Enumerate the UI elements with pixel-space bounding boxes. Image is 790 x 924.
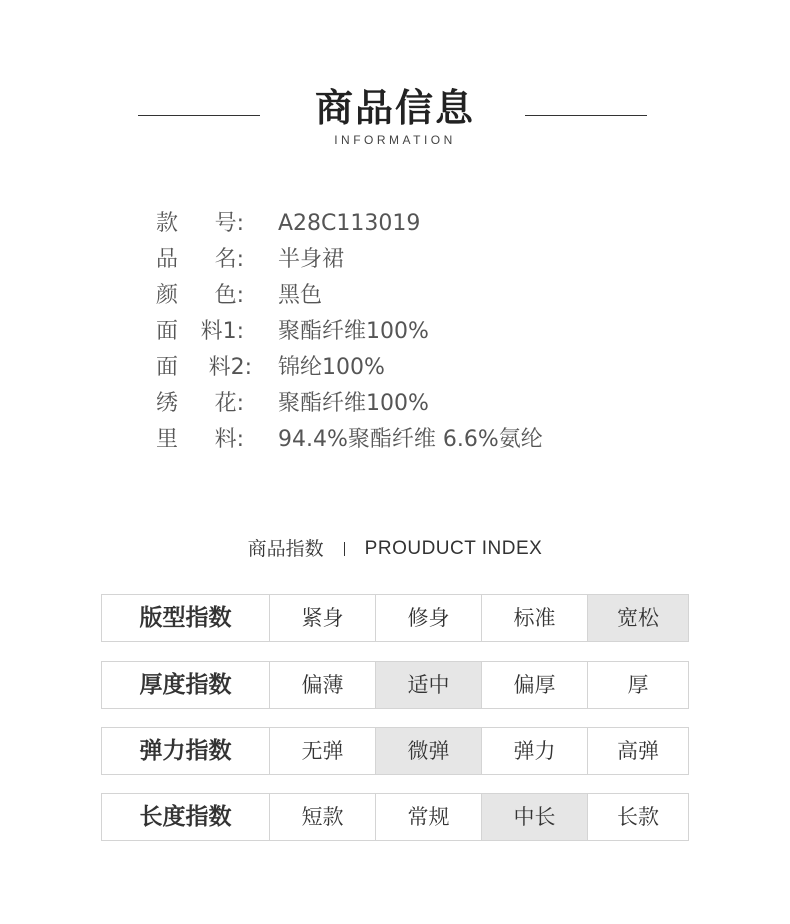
info-row-fabric-2 — [156, 350, 543, 386]
index-option: 宽松 — [588, 595, 688, 641]
index-row-fit — [101, 594, 689, 642]
label-char: 号: — [214, 211, 244, 236]
info-value: 锦纶100% — [278, 355, 385, 380]
info-row-color — [156, 278, 543, 314]
info-row-product-name — [156, 242, 543, 278]
info-row-lining — [156, 422, 543, 458]
label-char: 料1: — [200, 319, 244, 344]
info-value: 黑色 — [278, 283, 323, 308]
product-info-list — [156, 206, 543, 458]
index-option: 无弹 — [270, 728, 376, 774]
label-char: 绣 — [156, 391, 179, 416]
product-index-heading — [0, 535, 790, 562]
label-char: 颜 — [156, 283, 179, 308]
label-char: 面 — [156, 319, 179, 344]
index-option: 适中 — [376, 662, 482, 708]
index-category: 厚度指数 — [102, 662, 270, 708]
info-value: 94.4%聚酯纤维 6.6%氨纶 — [278, 427, 543, 452]
index-option: 偏薄 — [270, 662, 376, 708]
label-char: 面 — [156, 355, 179, 380]
label-char: 里 — [156, 427, 179, 452]
index-option: 短款 — [270, 794, 376, 840]
page-subtitle: INFORMATION — [334, 133, 456, 147]
index-option: 偏厚 — [482, 662, 588, 708]
index-category: 版型指数 — [102, 595, 270, 641]
info-label — [156, 386, 278, 422]
info-value: 半身裙 — [278, 247, 345, 272]
label-char: 料2: — [208, 355, 252, 380]
info-label — [156, 278, 278, 314]
index-option: 常规 — [376, 794, 482, 840]
index-category: 长度指数 — [102, 794, 270, 840]
index-option: 高弹 — [617, 739, 659, 763]
heading-separator — [344, 542, 345, 556]
info-label — [156, 206, 278, 242]
info-row-style-number — [156, 206, 543, 242]
index-option: 微弹 — [376, 728, 482, 774]
index-option: 中长 — [482, 794, 588, 840]
label-char: 名: — [214, 247, 244, 272]
index-option: 长款 — [617, 805, 659, 829]
index-option: 弹力 — [482, 728, 588, 774]
label-char: 款 — [156, 211, 179, 236]
info-label — [156, 242, 278, 278]
index-row-thickness — [101, 661, 689, 709]
info-label — [156, 350, 278, 386]
index-option: 修身 — [376, 595, 482, 641]
info-value: 聚酯纤维100% — [278, 319, 429, 344]
label-char: 料: — [214, 427, 244, 452]
index-option: 厚 — [627, 673, 649, 697]
info-value: A28C113019 — [278, 211, 421, 236]
label-char: 花: — [214, 391, 244, 416]
index-option: 紧身 — [270, 595, 376, 641]
index-row-elasticity — [101, 727, 689, 775]
index-category: 弹力指数 — [102, 728, 270, 774]
section-title — [0, 84, 790, 148]
info-row-fabric-1 — [156, 314, 543, 350]
index-heading-en: PROUDUCT INDEX — [364, 537, 543, 559]
index-option: 标准 — [482, 595, 588, 641]
index-heading-cn: 商品指数 — [247, 537, 324, 560]
info-label — [156, 314, 278, 350]
index-row-length — [101, 793, 689, 841]
info-value: 聚酯纤维100% — [278, 391, 429, 416]
label-char: 品 — [156, 247, 179, 272]
info-label — [156, 422, 278, 458]
info-row-embroidery — [156, 386, 543, 422]
label-char: 色: — [214, 283, 244, 308]
page-title: 商品信息 — [314, 86, 475, 130]
